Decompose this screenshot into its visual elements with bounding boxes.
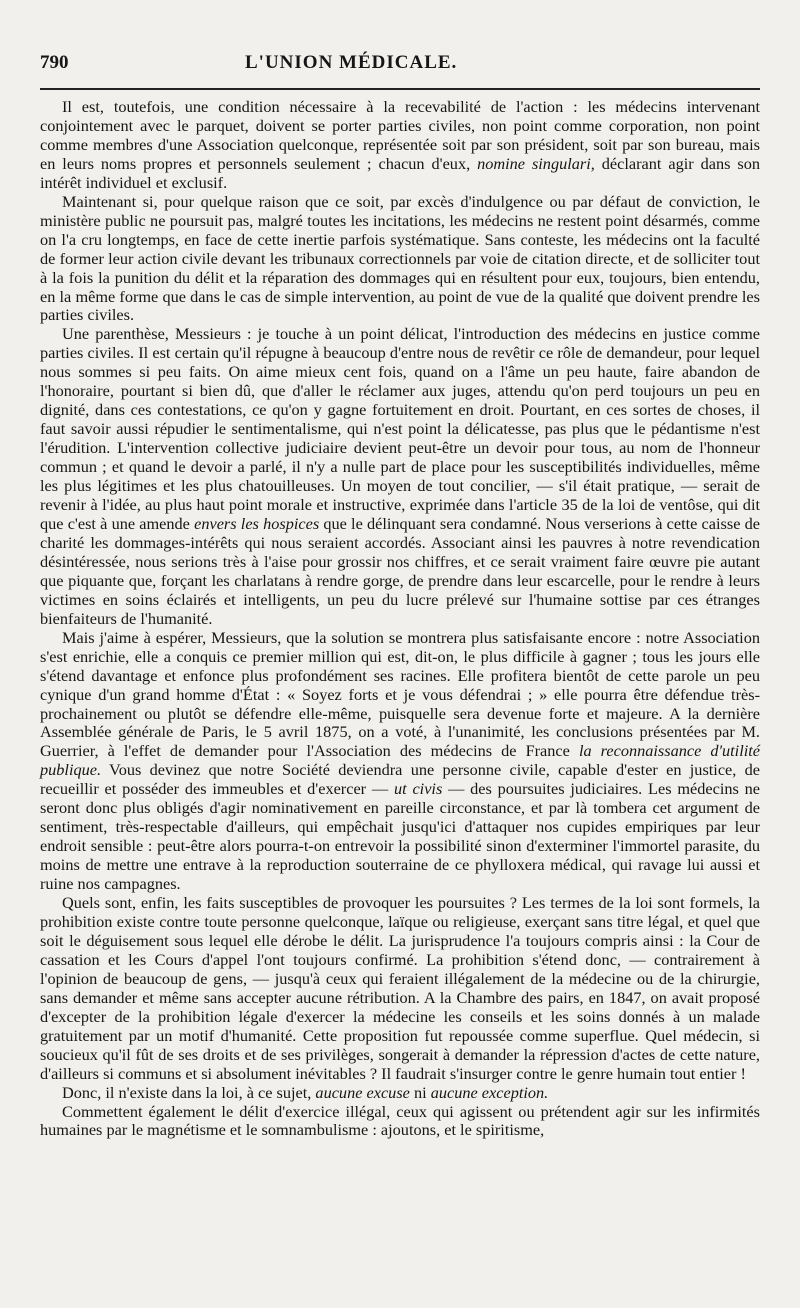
journal-title: L'UNION MÉDICALE.	[245, 52, 458, 73]
paragraph-text: Quels sont, enfin, les faits susceptibles de provoquer les poursuites ? Les termes de la loi sont formels, la prohibition existe contre toute personne quelconque, laïque ou religieuse, exerçant sans titre légal, et quel que soit le déguisement sous lequel elle dérobe le délit. La jurisprudence l'a toujours compris ainsi : la Cour de cassation et les Cours d'appel l'ont toujours confirmé. La prohibition s'étend donc, — contrairement à l'opinion de beaucoup de gens, — jusqu'à ceux qui feraient illégalement de la médecine ou de la chirurgie, sans demander et même sans accepter aucune rétribution. A la Chambre des pairs, en 1847, on avait proposé d'excepter de la prohibition légale d'exercer la médecine les conseils et les soins donnés à un malade gratuitement par un motif d'humanité. Cette proposition fut repoussée comme superflue. Quel médecin, si soucieux qu'il fût de ses droits et de ses privilèges, songerait à demander la répression d'actes de cette nature, d'ailleurs si communs et si absolument inévitables ? Il faudrait s'insurger contre le genre humain tout entier !	[40, 893, 760, 1083]
paragraph-text: ni	[409, 1082, 431, 1102]
paragraph	[40, 325, 760, 628]
paragraph	[40, 1103, 760, 1141]
paragraph-text: Il est, toutefois, une condition nécessaire à la recevabilité de l'action : les médecins intervenant conjointement avec le parquet, doivent se porter parties civiles, non point comme corporation, non point comme membres d'une Association quelconque, représentée soit par son président, soit par son bureau, mais en leurs noms propres et personnels seulement ; chacun d'eux,	[40, 97, 760, 173]
running-header	[40, 52, 760, 90]
paragraph-text: Commettent également le délit d'exercice illégal, ceux qui agissent ou prétendent agir sur les infirmités humaines par le magnétisme et le somnambulisme : ajoutons, et le spiritisme,	[40, 1101, 760, 1140]
paragraph-text: Donc, il n'existe dans la loi, à ce sujet,	[62, 1082, 316, 1102]
italic-text: aucune excuse	[315, 1082, 410, 1102]
paragraph-text: que le délinquant sera condamné. Nous verserions à cette caisse de charité les dommages-intérêts qui nous seraient accordés. Associant ainsi les pauvres à notre revendication désintéressée, nous serions très à l'aise pour grossir nos chiffres, et ce serait vraiment faire œuvre pie autant que piquante que, forçant les charlatans à rendre gorge, de prendre dans leur escarcelle, pour le rendre à leurs victimes en soins éclairés et intelligents, un peu du lucre prélevé sur l'humaine sottise par ces étranges bienfaiteurs de l'humanité.	[40, 513, 760, 628]
article-body	[40, 98, 760, 1140]
paragraph	[40, 629, 760, 894]
paragraph-text: Mais j'aime à espérer, Messieurs, que la solution se montrera plus satisfaisante encore : notre Association s'est enrichie, elle a conquis ce premier million qui est, dit-on, le plus difficile à gagner ; tous les jours elle s'étend davantage et enfonce plus profondément ses racines. Elle profitera bientôt de cette parole un peu cynique d'un grand homme d'État : « Soyez forts et je vous défendrai ; » elle pourra être défendue très-prochainement ou plutôt se défendre elle-même, puisquelle sera devenue forte et majeure. A la dernière Assemblée générale de Paris, le 5 avril 1875, on a voté, à l'unanimité, les conclusions présentées par M. Guerrier, à l'effet de demander pour l'Association des médecins de France	[40, 627, 760, 761]
paragraph-text: Vous devinez que notre Société deviendra une personne civile, capable d'ester en justice, de recueillir et posséder des immeubles et d'exercer —	[40, 760, 760, 799]
italic-text: envers les hospices	[194, 513, 320, 533]
paragraph	[40, 894, 760, 1084]
italic-text: la reconnaissance d'utilité publique.	[40, 741, 760, 780]
paragraph-text: Une parenthèse, Messieurs : je touche à un point délicat, l'introduction des médecins en justice comme parties civiles. Il est certain qu'il répugne à beaucoup d'entre nous de revêtir ce rôle de demandeur, pour lequel nous sommes si peu faits. On aime mieux cent fois, quand on a l'âme un peu haute, faire abandon de l'honoraire, pourtant si bien dû, que d'aller le réclamer aux juges, attendu qu'on perd toujours un peu en dignité, dans ces contestations, ce qu'on y gagne fortuitement en droit. Pourtant, en ces sortes de choses, il faut savoir aussi répudier le sentimentalisme, qui n'est point la délicatesse, pas plus que le pédantisme n'est l'érudition. L'intervention collective judiciaire devient peut-être un devoir pour tous, au nom de l'honneur commun ; et quand le devoir a parlé, il n'y a nulle part de place pour les susceptibilités individuelles, même les plus légitimes et les plus chatouilleuses. Un moyen de tout concilier, — s'il était pratique, — serait de revenir à l'idée, au plus haut point morale et instructive, exprimée dans l'article 35 de la loi de ventôse, qui dit que c'est à une amende	[40, 324, 760, 533]
paragraph-text: déclarant agir dans son intérêt individuel et exclusif.	[40, 153, 760, 192]
paragraph	[40, 193, 760, 326]
italic-text: ut civis	[393, 779, 443, 799]
italic-text: aucune exception.	[430, 1082, 549, 1102]
paragraph-text: Maintenant si, pour quelque raison que ce soit, par excès d'indulgence ou par défaut de conviction, le ministère public ne poursuit pas, malgré toutes les incitations, les médecins ne restent point désarmés, comme on l'a cru longtemps, en face de cette inertie parfois systématique. Sans conteste, les médecins ont la faculté de former leur action civile devant les tribunaux correctionnels par voie de citation directe, et de solliciter tout à la fois la punition du délit et la réparation des dommages qui en résultent pour eux, toujours, bien entendu, en la même forme que dans le cas de simple intervention, au point de vue de la qualité que doivent prendre les parties civiles.	[40, 191, 760, 325]
page-number: 790	[40, 52, 69, 73]
italic-text: nomine singulari,	[477, 153, 595, 173]
paragraph-text: — des poursuites judiciaires. Les médecins ne seront donc plus obligés d'agir nominativement en pareille circonstance, et par là tombera cet argument de sentiment, très-respectable d'ailleurs, qui empêchait jusqu'ici d'attaquer nos cupides empiriques par leur endroit sensible : peut-être alors pourra-t-on entrevoir la possibilité sinon d'exterminer l'immortel parasite, du moins de mettre une entrave à la reproduction souterraine de ce phylloxera médical, qui ravage lui aussi et ruine nos campagnes.	[40, 779, 760, 894]
paragraph	[40, 98, 760, 193]
paragraph	[40, 1084, 760, 1103]
